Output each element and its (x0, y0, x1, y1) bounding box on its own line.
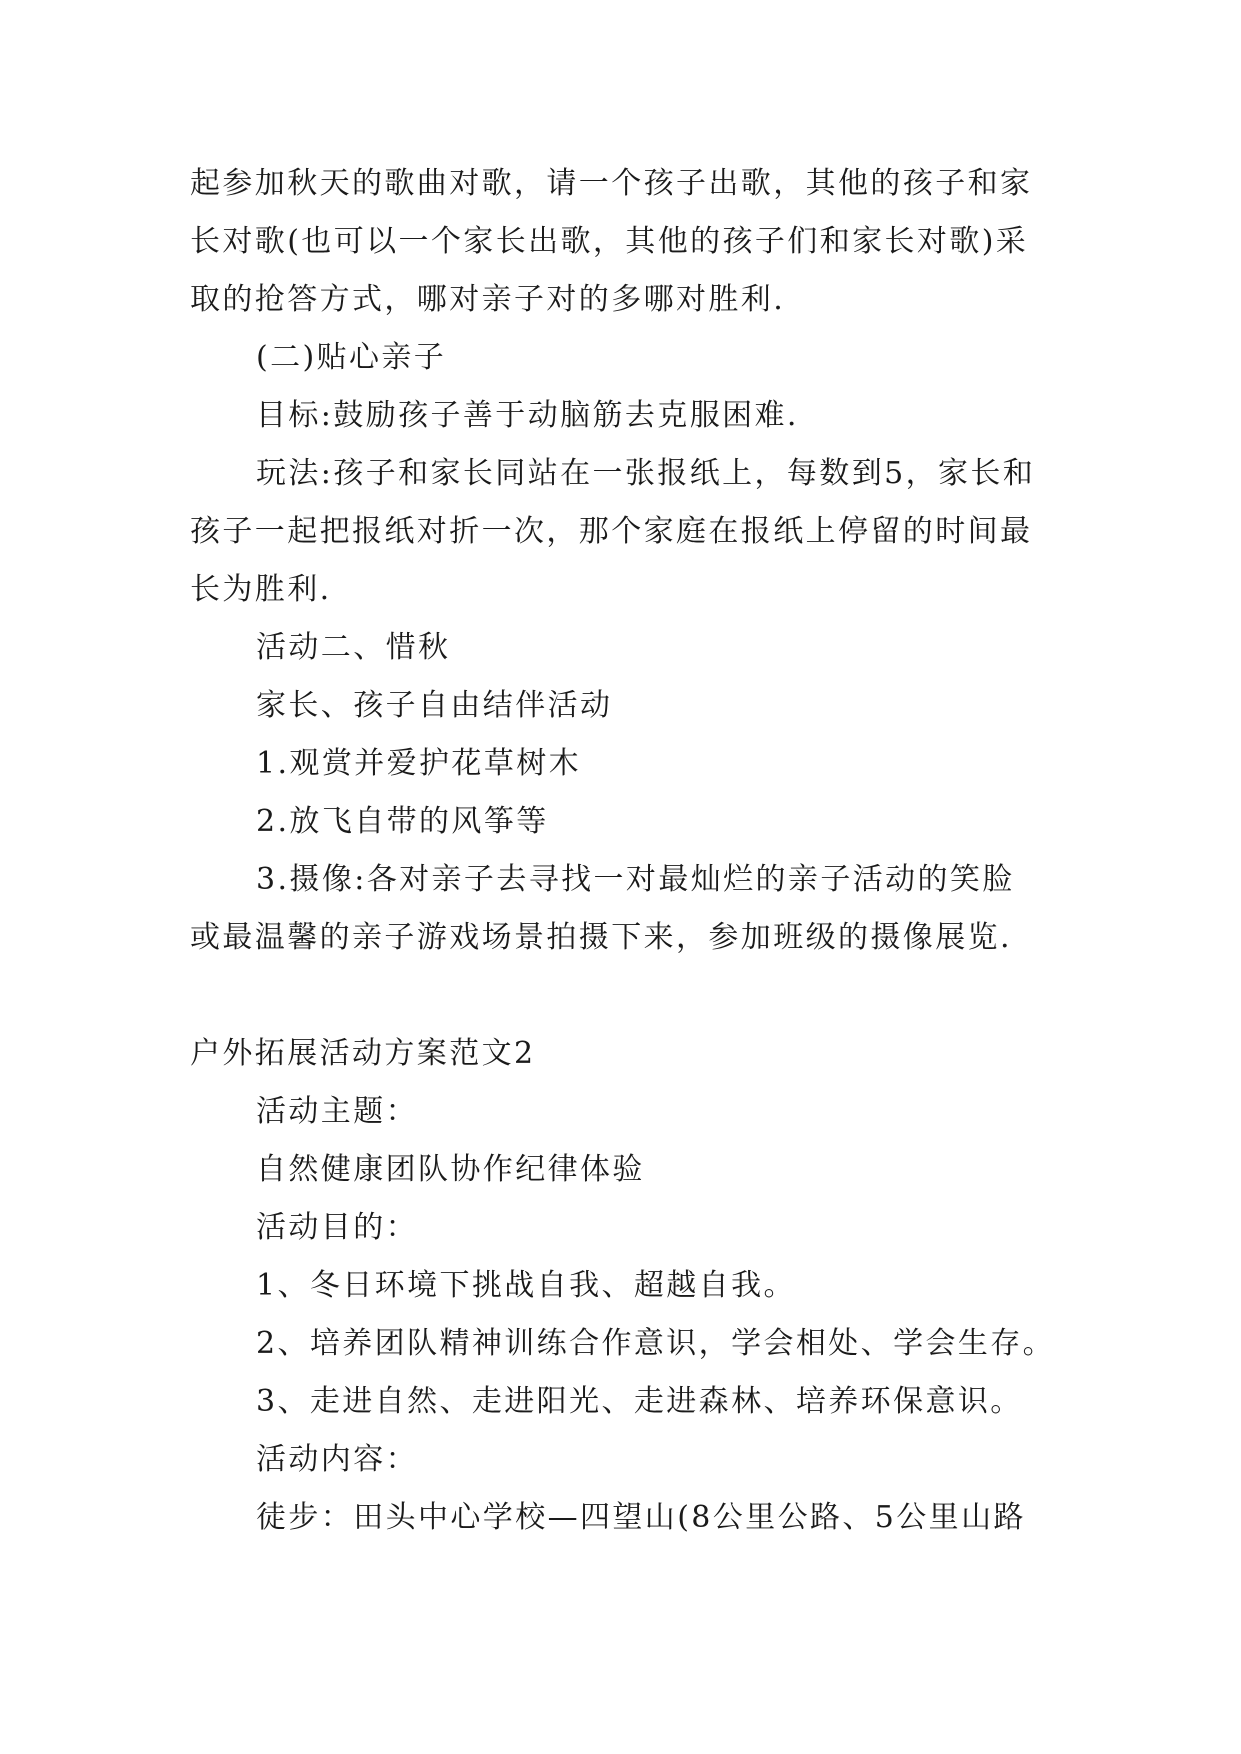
list-item: 2、培养团队精神训练合作意识，学会相处、学会生存。 (256, 1326, 1056, 1361)
section-heading: (二)贴心亲子 (256, 340, 447, 375)
list-item: 3.摄像:各对亲子去寻找一对最灿烂的亲子活动的笑脸 (256, 862, 1015, 897)
list-item: 2.放飞自带的风筝等 (256, 804, 549, 839)
text-line: 徒步：田头中心学校—四望山(8公里公路、5公里山路 (256, 1500, 1026, 1535)
section-heading: 活动主题： (256, 1094, 418, 1129)
section-heading: 活动内容： (256, 1442, 418, 1477)
section-heading: 活动二、惜秋 (256, 630, 451, 665)
text-line: 起参加秋天的歌曲对歌，请一个孩子出歌，其他的孩子和家 (190, 166, 1033, 201)
list-item: 1、冬日环境下挑战自我、超越自我。 (256, 1268, 796, 1303)
text-line: 长对歌(也可以一个家长出歌，其他的孩子们和家长对歌)采 (190, 224, 1029, 259)
text-line: 或最温馨的亲子游戏场景拍摄下来，参加班级的摄像展览. (190, 920, 1012, 955)
text-line: 长为胜利. (190, 572, 332, 607)
text-line: 孩子一起把报纸对折一次，那个家庭在报纸上停留的时间最 (190, 514, 1033, 549)
text-line: 玩法:孩子和家长同站在一张报纸上，每数到5，家长和 (256, 456, 1036, 491)
section-heading: 活动目的： (256, 1210, 418, 1245)
text-line: 取的抢答方式，哪对亲子对的多哪对胜利. (190, 282, 786, 317)
text-line: 自然健康团队协作纪律体验 (256, 1152, 645, 1187)
document-title: 户外拓展活动方案范文2 (190, 1036, 536, 1071)
list-item: 1.观赏并爱护花草树木 (256, 746, 582, 781)
list-item: 3、走进自然、走进阳光、走进森林、培养环保意识。 (256, 1384, 1023, 1419)
text-line: 目标:鼓励孩子善于动脑筋去克服困难. (256, 398, 799, 433)
text-line: 家长、孩子自由结伴活动 (256, 688, 613, 723)
